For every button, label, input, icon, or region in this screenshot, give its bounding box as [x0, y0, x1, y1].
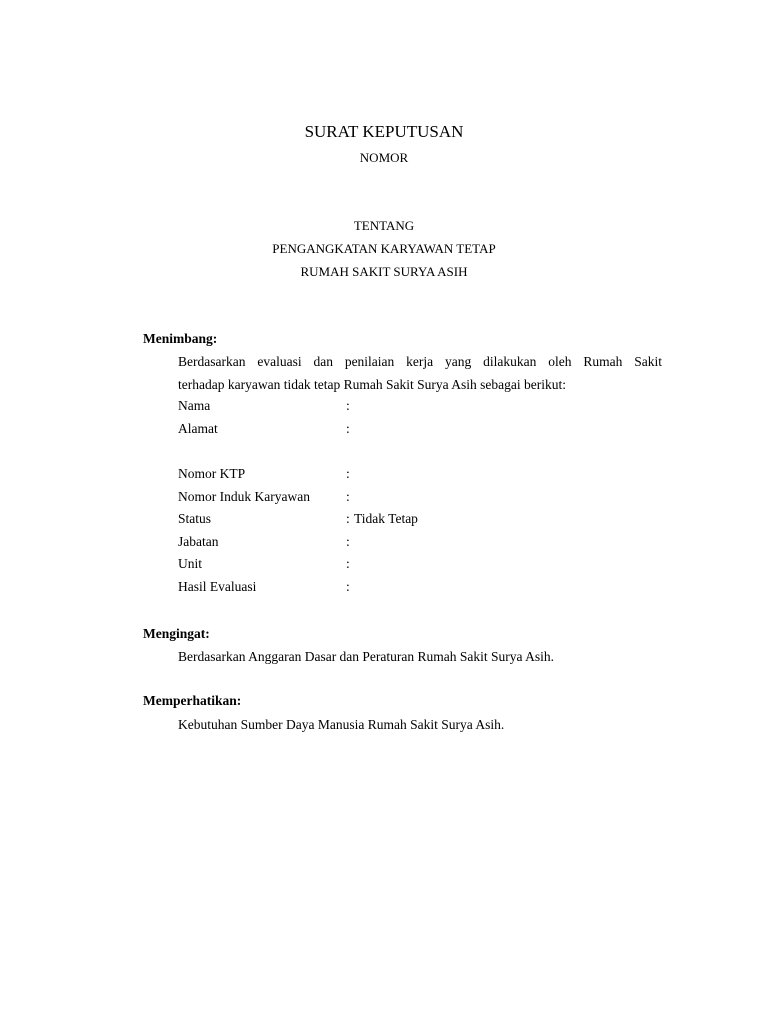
mengingat-text: Berdasarkan Anggaran Dasar dan Peraturan Rumah Sakit Surya Asih. — [178, 649, 555, 664]
field-colon: : — [346, 398, 350, 413]
field-label: Nama — [178, 398, 211, 413]
field-row-nomor-ktp — [178, 466, 662, 486]
field-row-alamat — [178, 421, 662, 441]
menimbang-paragraph — [178, 350, 662, 396]
mengingat-heading: Mengingat: — [143, 626, 210, 641]
field-label: Status — [178, 511, 212, 526]
subject-line-2: RUMAH SAKIT SURYA ASIH — [300, 264, 468, 279]
memperhatikan-text: Kebutuhan Sumber Daya Manusia Rumah Sakit Surya Asih. — [178, 717, 505, 732]
menimbang-heading: Menimbang: — [143, 331, 218, 346]
subject-line-1: PENGANGKATAN KARYAWAN TETAP — [272, 241, 496, 256]
field-row-status — [178, 511, 662, 531]
menimbang-text-line-2: terhadap karyawan tidak tetap Rumah Sakit Surya Asih sebagai berikut: — [178, 377, 567, 392]
field-label: Nomor KTP — [178, 466, 246, 481]
field-label: Jabatan — [178, 534, 219, 549]
field-colon: : — [346, 534, 350, 549]
field-label: Nomor Induk Karyawan — [178, 489, 310, 504]
about-label: TENTANG — [353, 218, 415, 233]
field-row-unit — [178, 556, 662, 576]
field-row-hasil-evaluasi — [178, 579, 662, 599]
document-number-label: NOMOR — [359, 150, 409, 165]
field-value: Tidak Tetap — [354, 511, 418, 526]
field-label: Alamat — [178, 421, 218, 436]
field-label: Hasil Evaluasi — [178, 579, 257, 594]
memperhatikan-heading: Memperhatikan: — [143, 693, 242, 708]
field-colon: : — [346, 579, 350, 594]
field-colon: : — [346, 556, 350, 571]
field-colon: : — [346, 489, 350, 504]
field-row-nomor-induk-karyawan — [178, 489, 662, 509]
field-colon: : — [346, 421, 350, 436]
field-colon: : — [346, 511, 350, 526]
field-colon: : — [346, 466, 350, 481]
field-row-jabatan — [178, 534, 662, 554]
document-title: SURAT KEPUTUSAN — [304, 122, 464, 141]
field-label: Unit — [178, 556, 203, 571]
field-row-nama — [178, 398, 662, 418]
menimbang-text-line-1: Berdasarkan evaluasi dan penilaian kerja yang dilakukan oleh Rumah Sakit — [178, 354, 662, 369]
